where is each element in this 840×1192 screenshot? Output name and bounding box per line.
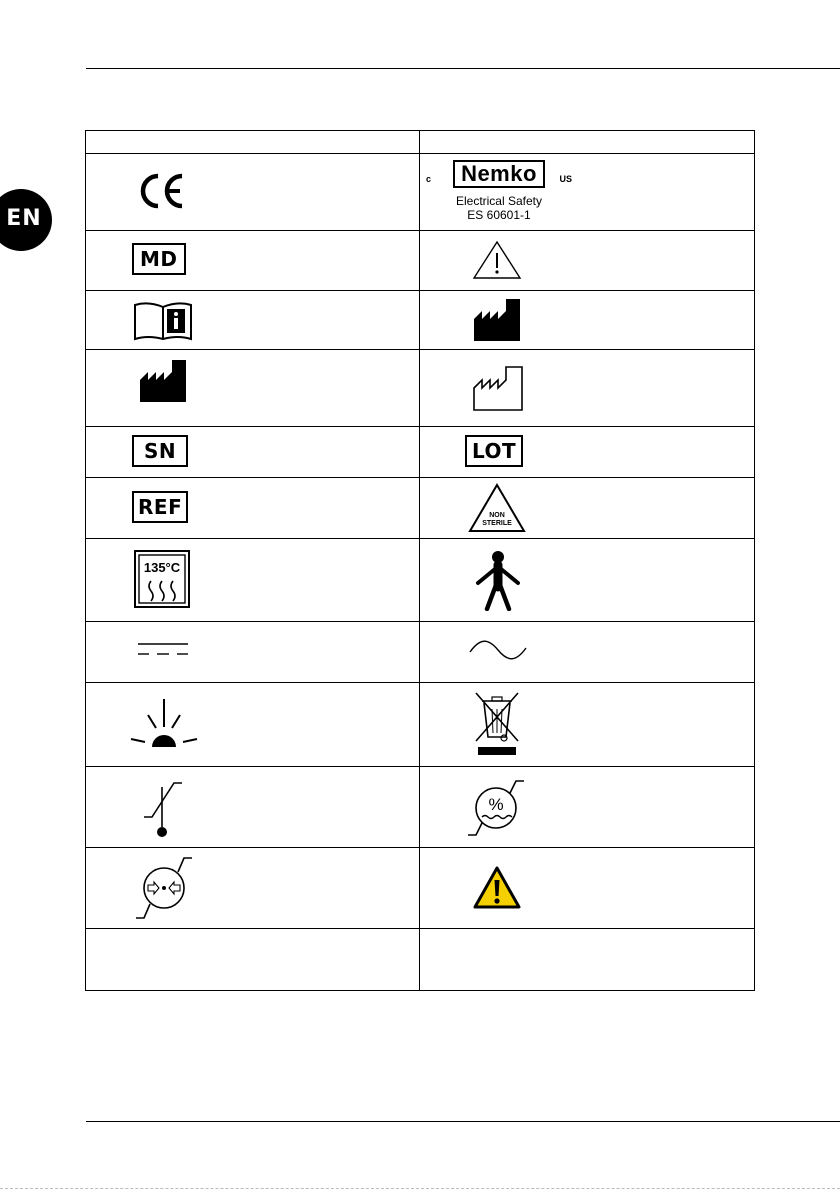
table-cell (420, 427, 755, 478)
md-medical-device-icon (132, 243, 186, 275)
manufacturer-icon (138, 358, 190, 404)
table-cell (86, 539, 420, 622)
table-cell (86, 622, 420, 683)
table-cell (86, 848, 420, 929)
table-cell (420, 350, 755, 427)
keep-away-from-sunlight-icon (128, 697, 200, 753)
table-cell (86, 154, 420, 231)
table-cell (420, 767, 755, 848)
nemko-c-label: c (426, 174, 432, 184)
language-tab-label: EN (6, 206, 42, 231)
table-cell (86, 683, 420, 767)
header-cell-right (420, 131, 755, 154)
non-sterile-icon (468, 483, 526, 533)
sn-label: SN (132, 435, 188, 467)
atmospheric-pressure-limit-icon (134, 856, 196, 920)
md-label: MD (132, 243, 186, 275)
alternating-current-icon (468, 638, 528, 662)
table-cell (86, 291, 420, 350)
table-row (86, 427, 755, 478)
humidity-limit-icon (466, 779, 528, 837)
table-row (86, 154, 755, 231)
general-warning-icon (472, 865, 522, 911)
table-row (86, 683, 755, 767)
manufacturer-icon (472, 297, 524, 343)
type-b-applied-part-icon (474, 549, 522, 611)
non-sterile-line-2: STERILE (482, 520, 512, 527)
table-cell (420, 231, 755, 291)
reference-number-icon (132, 491, 188, 523)
table-cell (86, 929, 420, 991)
table-row (86, 848, 755, 929)
lot-label: LOT (465, 435, 523, 467)
footer-rule (86, 1121, 840, 1122)
nemko-line-1: Electrical Safety (455, 194, 543, 208)
table-cell (420, 622, 755, 683)
table-cell (420, 291, 755, 350)
table-cell (86, 350, 420, 427)
language-tab (0, 189, 52, 251)
header-rule (86, 68, 840, 69)
table-cell (420, 929, 755, 991)
caution-triangle-icon (472, 240, 522, 280)
trim-line (0, 1188, 840, 1189)
serial-number-icon (132, 435, 188, 467)
nemko-line-2: ES 60601-1 (467, 208, 531, 222)
autoclave-temperature: 135°C (143, 560, 181, 575)
table-header-row (86, 131, 755, 154)
header-cell-left (86, 131, 420, 154)
table-row (86, 929, 755, 991)
weee-crossed-bin-icon (470, 689, 524, 759)
non-sterile-line-1: NON (489, 512, 505, 519)
consult-instructions-icon (132, 299, 194, 341)
autoclavable-icon (133, 549, 191, 609)
table-row (86, 350, 755, 427)
temperature-limit-icon (142, 781, 186, 841)
table-row (86, 291, 755, 350)
table-cell (420, 539, 755, 622)
table-cell (86, 478, 420, 539)
direct-current-icon (136, 636, 190, 660)
date-of-manufacture-icon (472, 364, 526, 412)
table-cell (420, 848, 755, 929)
table-row (86, 539, 755, 622)
table-cell (86, 767, 420, 848)
nemko-brand: Nemko (453, 160, 545, 188)
table-row (86, 231, 755, 291)
svg-text:%: % (488, 795, 504, 814)
table-row (86, 767, 755, 848)
lot-number-icon (465, 435, 523, 467)
table-cell (420, 154, 755, 231)
ce-mark-icon (136, 172, 188, 210)
symbols-table (85, 130, 755, 991)
table-cell (420, 683, 755, 767)
table-row (86, 622, 755, 683)
table-cell (86, 427, 420, 478)
table-cell (86, 231, 420, 291)
nemko-us-label: US (559, 174, 572, 184)
nemko-certification-mark (426, 158, 572, 222)
ref-label: REF (132, 491, 188, 523)
table-row (86, 478, 755, 539)
table-cell (420, 478, 755, 539)
